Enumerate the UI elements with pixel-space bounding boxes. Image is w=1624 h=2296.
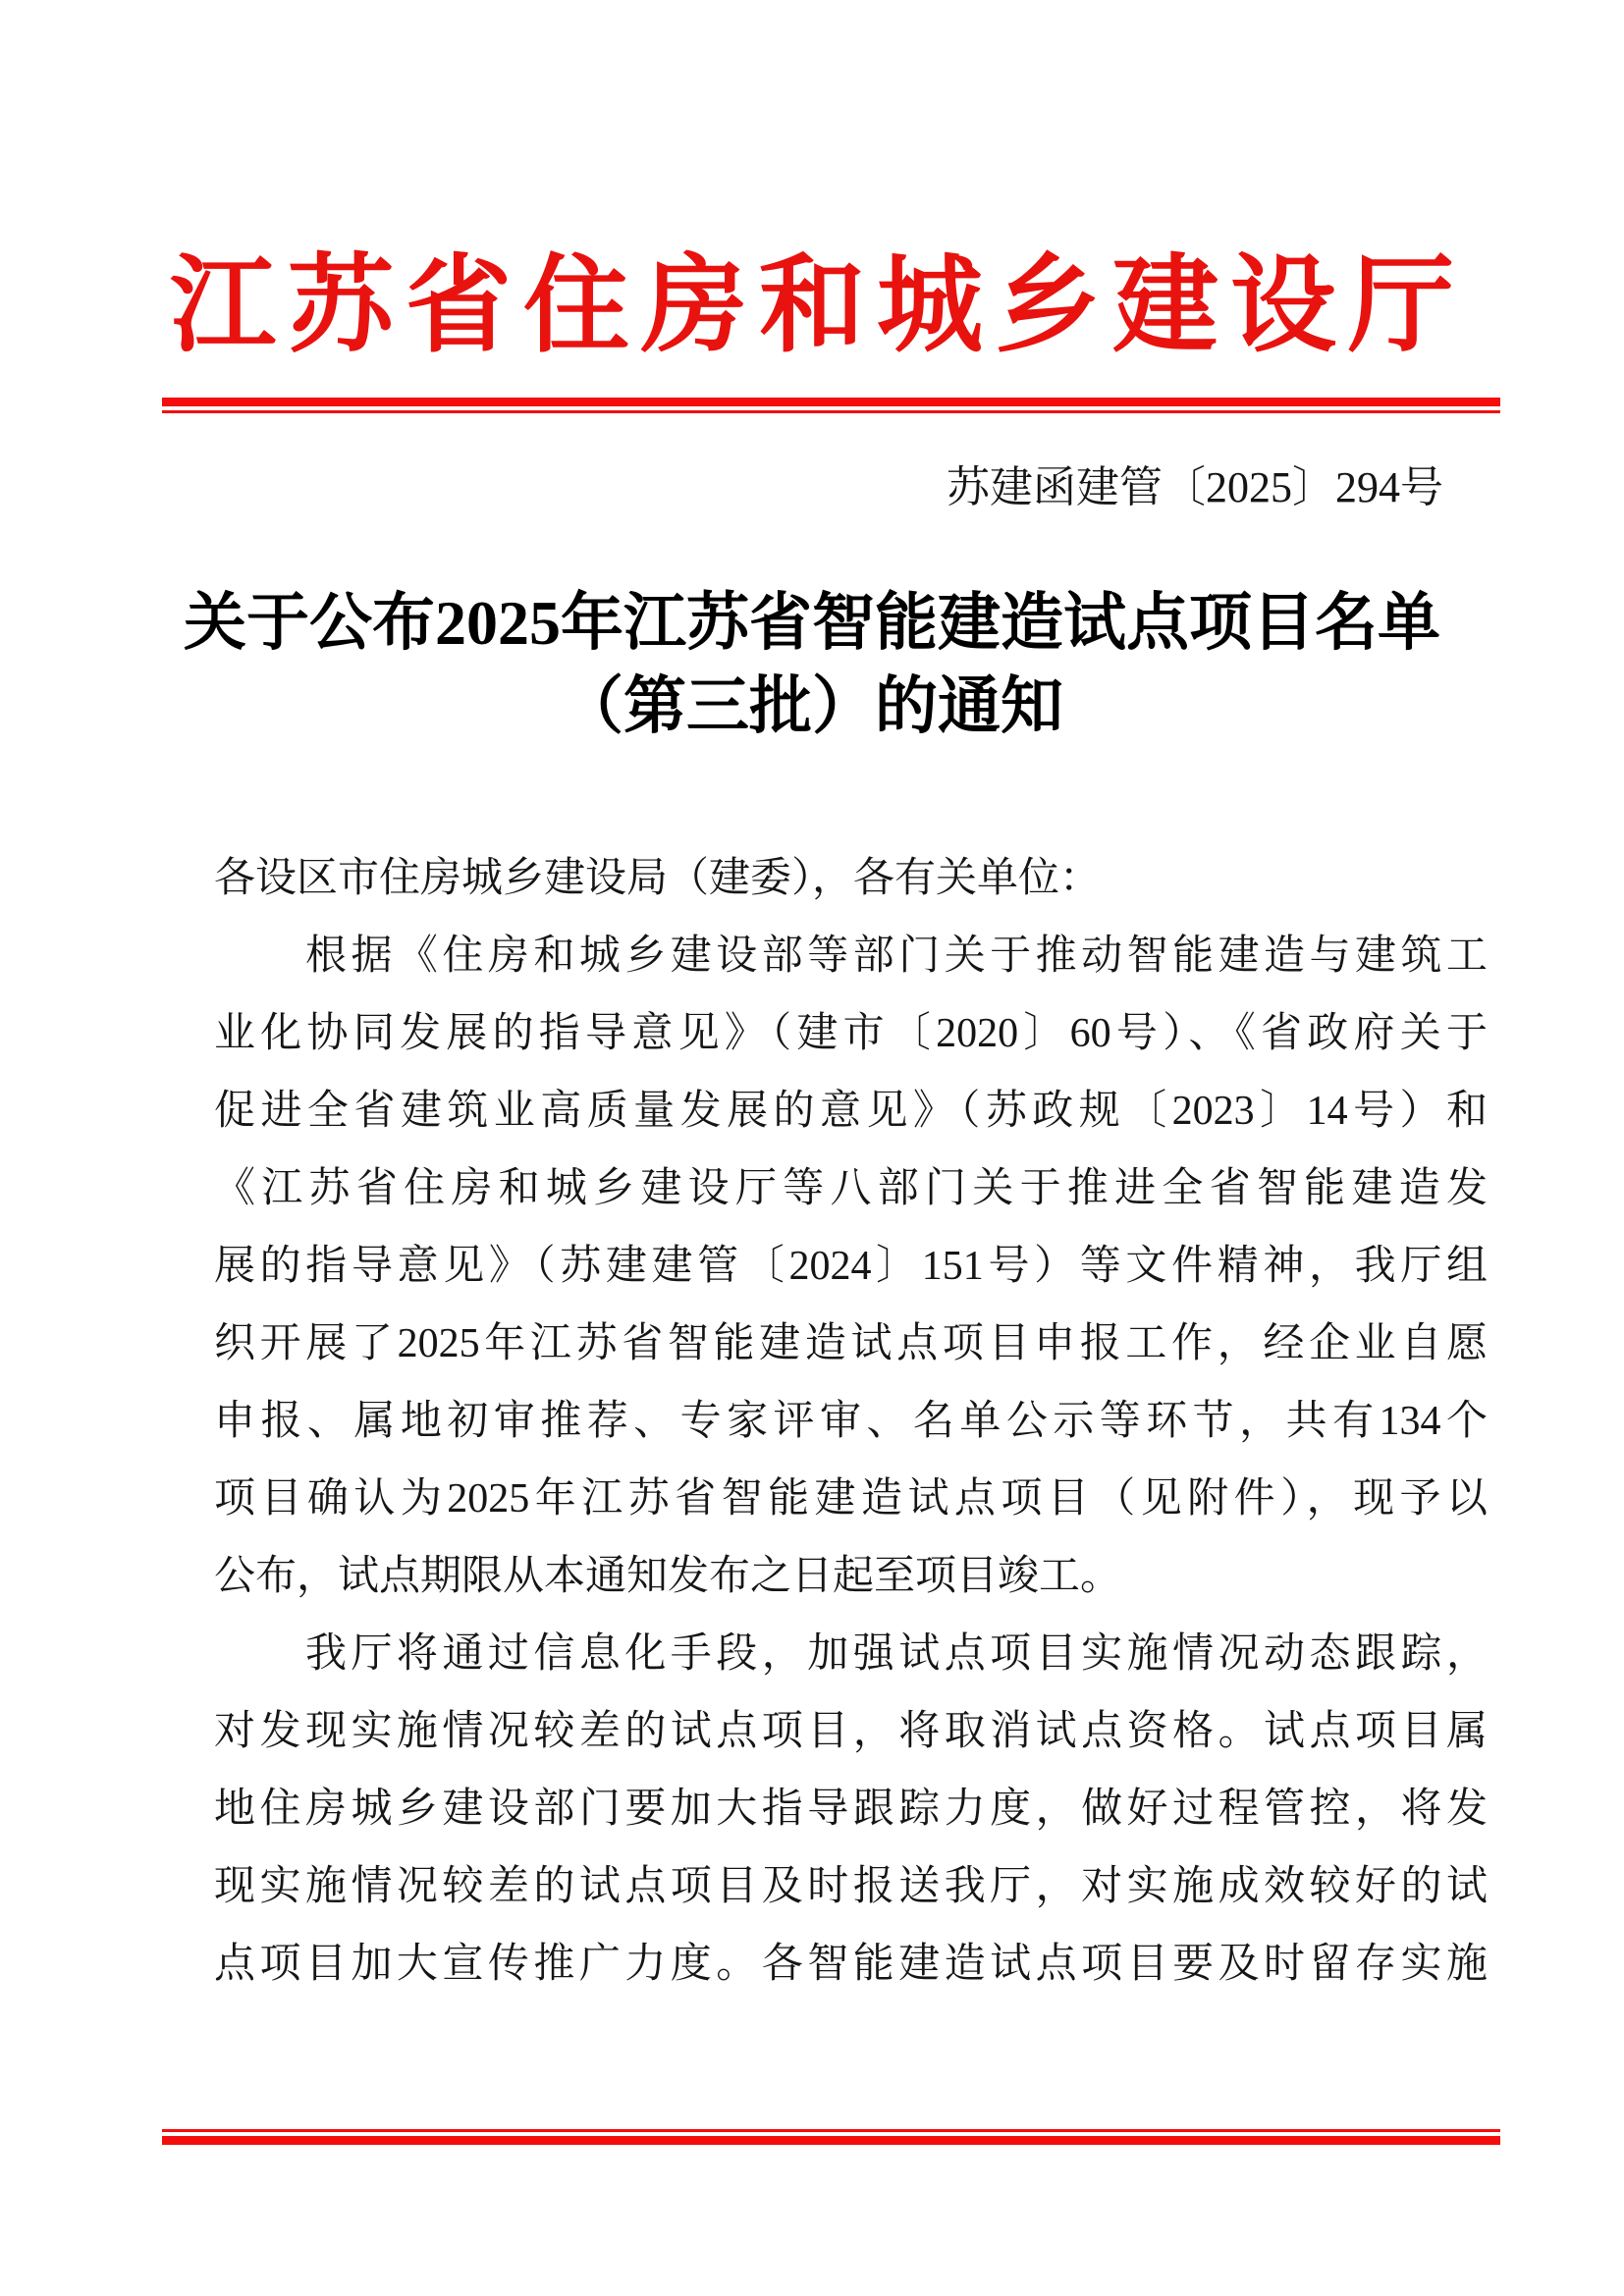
- body-line: 现实施情况较差的试点项目及时报送我厅，对实施成效较好的试: [214, 1864, 1488, 1909]
- body-line: 业化协同发展的指导意见》（建市〔2020〕60号）、《省政府关于: [214, 1011, 1488, 1056]
- body-line: 《江苏省住房和城乡建设厅等八部门关于推进全省智能建造发: [214, 1166, 1488, 1211]
- body-line: 对发现实施情况较差的试点项目，将取消试点资格。试点项目属: [214, 1709, 1488, 1754]
- body-line: 申报、属地初审推荐、专家评审、名单公示等环节，共有134个: [214, 1399, 1488, 1444]
- document-title: [174, 581, 1450, 748]
- footer-divider: [162, 2129, 1500, 2145]
- body-line: 根据《住房和城乡建设部等部门关于推动智能建造与建筑工: [214, 934, 1488, 979]
- letterhead-divider: [162, 398, 1500, 413]
- body-line: 织开展了2025年江苏省智能建造试点项目申报工作，经企业自愿: [214, 1321, 1488, 1366]
- body-line: 各设区市住房城乡建设局（建委），各有关单位：: [214, 856, 1102, 901]
- document-number: 苏建函建管〔2025〕294号: [947, 463, 1443, 511]
- document-body: [214, 840, 1488, 2003]
- agency-letterhead: 江苏省住房和城乡建设厅: [169, 248, 1466, 365]
- body-line: 展的指导意见》（苏建建管〔2024〕151号）等文件精神，我厅组: [214, 1244, 1488, 1289]
- body-line: 点项目加大宣传推广力度。各智能建造试点项目要及时留存实施: [214, 1942, 1488, 1987]
- body-line: 项目确认为2025年江苏省智能建造试点项目（见附件），现予以: [214, 1476, 1488, 1522]
- divider-thick-line: [162, 2136, 1500, 2145]
- body-line: 公布，试点期限从本通知发布之日起至项目竣工。: [214, 1554, 1122, 1599]
- document-title-line1: 关于公布2025年江苏省智能建造试点项目名单: [184, 588, 1440, 658]
- document-title-line2: （第三批）的通知: [561, 671, 1063, 741]
- body-line: 地住房城乡建设部门要加大指导跟踪力度，做好过程管控，将发: [214, 1787, 1488, 1832]
- body-line: 促进全省建筑业高质量发展的意见》（苏政规〔2023〕14号）和: [214, 1089, 1488, 1134]
- divider-thick-line: [162, 398, 1500, 406]
- divider-thin-line: [162, 410, 1500, 413]
- body-line: 我厅将通过信息化手段，加强试点项目实施情况动态跟踪，: [214, 1631, 1488, 1677]
